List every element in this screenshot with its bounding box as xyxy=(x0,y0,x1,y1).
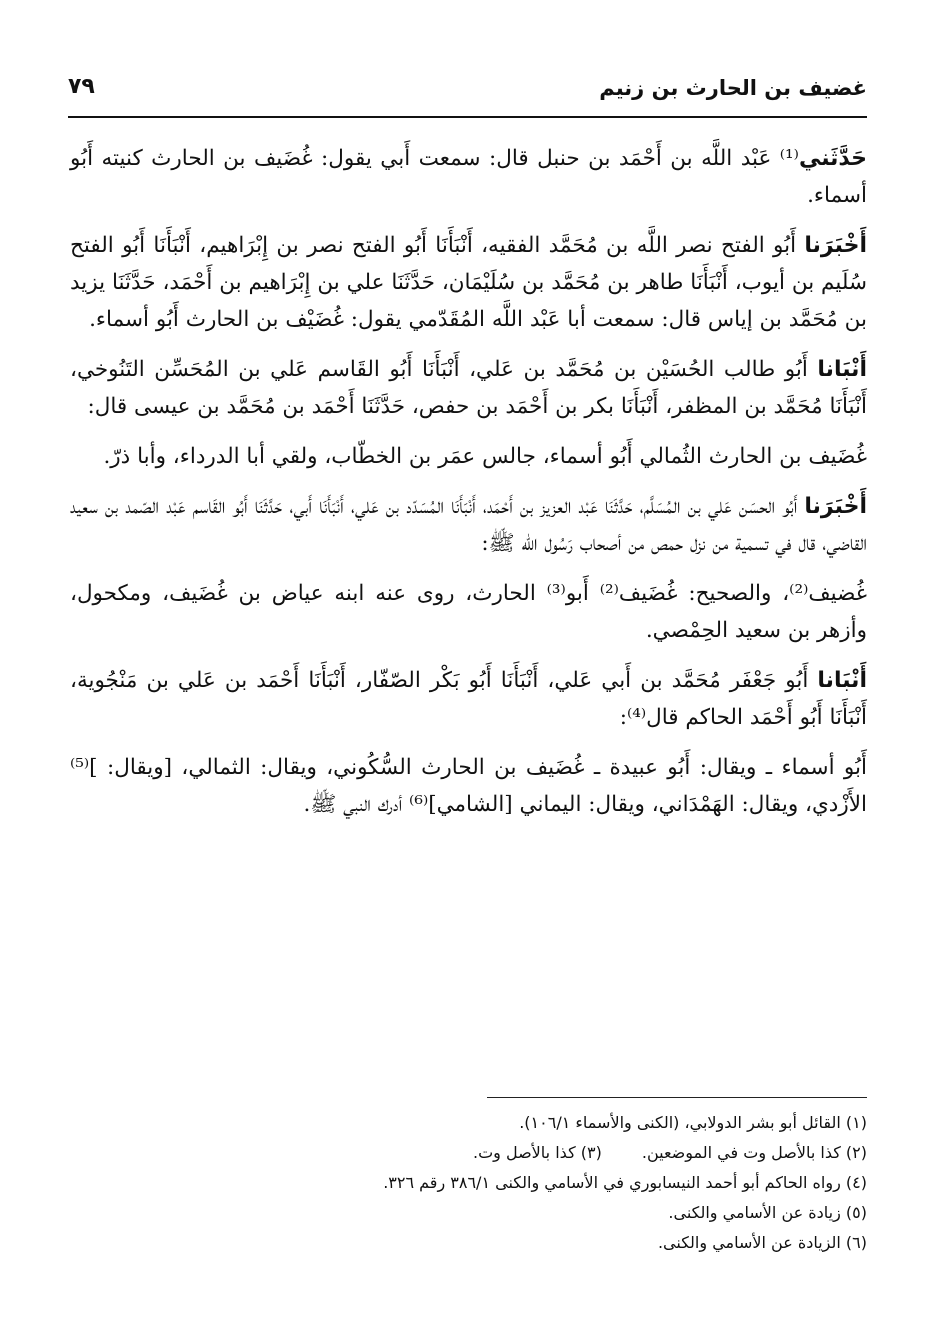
paragraph xyxy=(70,749,867,823)
footnotes xyxy=(70,1108,867,1258)
paragraph-text: ⁽¹⁾ عَبْد اللَّه بن أَحْمَد بن حنبل قال: سمعت أَبي يقول: غُضَيف بن الحارث كنيته أَبُو أسماء. xyxy=(70,146,867,208)
paragraph xyxy=(70,575,867,649)
header-title: غضيف بن الحارث بن زنيم xyxy=(599,76,867,100)
paragraph-text: أَبُو طالب الحُسَيْن بن مُحَمَّد بن عَلي، أَنْبَأَنَا أَبُو القَاسم عَلي بن المُحَسِّن التَنُوخي، أَنْبَأَنَا مُحَمَّد بن المظفر، أَنْبَأَنَا بكر بن أَحْمَد بن حفص، حَدَّثَنَا أَحْمَد بن مُحَمَّد بن عيسى قال: xyxy=(70,357,867,419)
paragraph-text: أَبُو الفتح نصر اللَّه بن مُحَمَّد الفقيه، أَنْبَأَنَا أَبُو الفتح نصر بن إِبْرَاهيم، أَنْبَأَنَا أَبُو الفتح سُلَيم بن أيوب، أَنْبَأَنَا طاهر بن مُحَمَّد بن سُلَيْمَان، حَدَّثَنَا علي بن إِبْرَاهيم بن أَحْمَد، حَدَّثَنَا يزيد بن مُحَمَّد بن إياس قال: سمعت أبا عَبْد اللَّه المُقَدّمي يقول: غُضَيْف بن الحارث أَبُو أسماء. xyxy=(70,233,867,332)
paragraph xyxy=(70,140,867,214)
isnad-lead-word: أَنْبَانا xyxy=(817,357,867,382)
isnad-lead-word: أَخْبَرَنا xyxy=(804,494,867,519)
paragraph xyxy=(70,438,867,475)
paragraph xyxy=(70,351,867,425)
paragraph-text: غُضيف⁽²⁾، والصحيح: غُضَيف⁽²⁾ أَبو⁽³⁾ الحارث، روى عنه ابنه عياض بن غُضَيف، ومكحول، وأزهر بن سعيد الحِمْصي. xyxy=(70,581,867,643)
page-number: ٧٩ xyxy=(68,74,95,99)
paragraph-text: أَبُو أسماء ـ ويقال: أَبُو عبيدة ـ غُضَيف بن الحارث السُّكُوني، ويقال: الثمالي، [ويقال: ]⁽⁵⁾ الأَزْدي، ويقال: الهَمْدَاني، ويقال: اليماني [الشامي]⁽⁶⁾ أدرك النبي ﷺ. xyxy=(70,755,867,817)
footnote: (٦) الزيادة عن الأسامي والكنى. xyxy=(657,1233,867,1252)
paragraph xyxy=(70,488,867,562)
running-header xyxy=(68,72,867,118)
isnad-lead-word: أَنْبَانا xyxy=(817,668,867,693)
isnad-lead-word: أَخْبَرَنا xyxy=(804,233,867,258)
footnote-row xyxy=(70,1138,867,1168)
footnote: (٤) رواه الحاكم أبو أحمد النيسابوري في الأسامي والكنى ٣٨٦/١ رقم ٣٢٦. xyxy=(383,1173,867,1192)
main-text xyxy=(70,140,867,836)
footnote: (١) القائل أبو بشر الدولابي، (الكنى والأسماء ١٠٦/١). xyxy=(519,1113,867,1132)
footnote-divider xyxy=(487,1097,867,1098)
footnote: (٣) كذا بالأصل وت. xyxy=(473,1143,602,1162)
footnote: (٥) زيادة عن الأسامي والكنى. xyxy=(668,1203,867,1222)
paragraph xyxy=(70,227,867,338)
paragraph-text: أَبُو الحسَن عَلي بن المُسَلَّم، حَدَّثَنَا عَبْد العزيز بن أَحْمَد، أَنْبَأَنَا المُسَدّد بن عَلي، أَنْبَأَنَا أَبي، حَدَّثَنَا أَبُو القَاسم عَبْد الصّمد بن سعيد القاضي، قال في تسمية من نزل حمص من أصحاب رَسُول الله ﷺ: xyxy=(70,494,867,556)
paragraph-text: أَبُو جَعْفَر مُحَمَّد بن أَبي عَلي، أَنْبَأَنَا أَبُو بَكْر الصّفّار، أَنْبَأَنَا أَحْمَد بن عَلي بن مَنْجُوية، أَنْبَأَنَا أَبُو أَحْمَد الحاكم قال⁽⁴⁾: xyxy=(70,668,867,730)
isnad-lead-word: حَدَّثَني xyxy=(798,146,867,171)
paragraph xyxy=(70,662,867,736)
footnote: (٢) كذا بالأصل وت في الموضعين. xyxy=(641,1143,867,1162)
paragraph-text: غُضَيف بن الحارث الثُمالي أَبُو أسماء، جالس عمَر بن الخطّاب، ولقي أبا الدرداء، وأبا ذرّ. xyxy=(103,444,867,469)
